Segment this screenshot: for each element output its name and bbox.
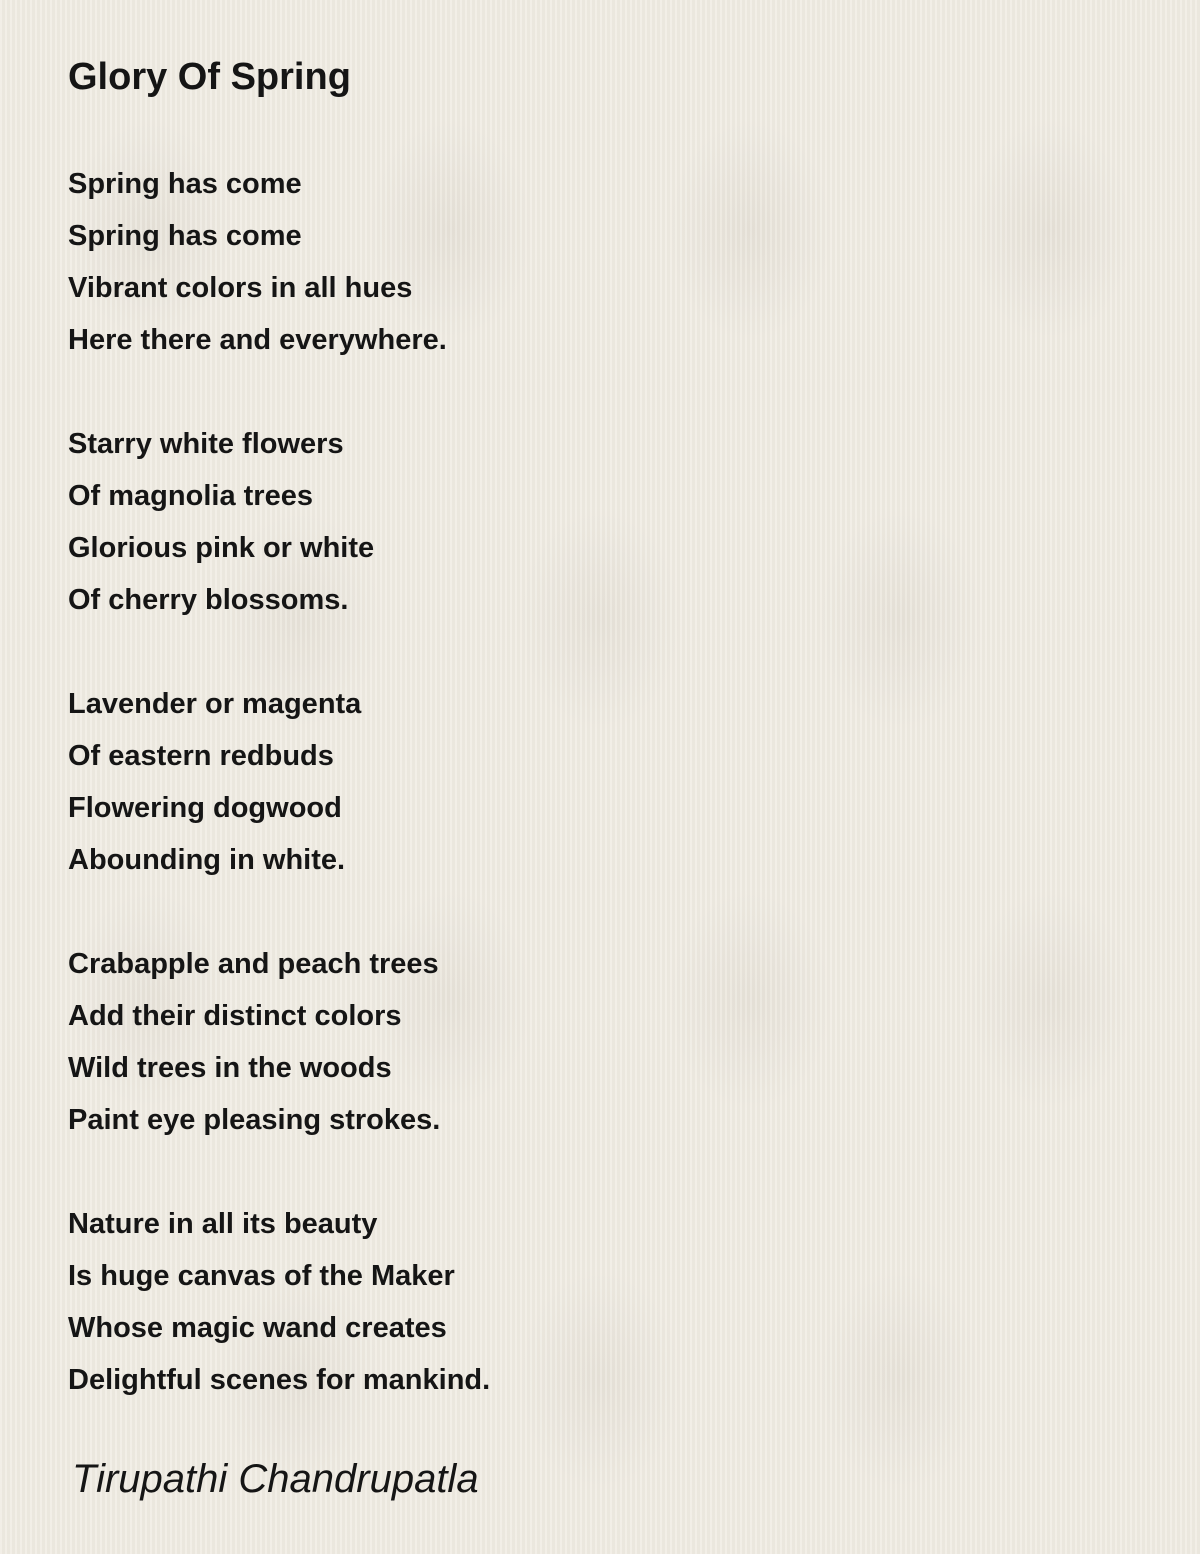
poem-title: Glory Of Spring — [68, 56, 351, 98]
poem-line: Here there and everywhere. — [68, 324, 447, 356]
stanza-5 — [68, 1198, 1128, 1406]
poem-line: Paint eye pleasing strokes. — [68, 1104, 441, 1136]
poem-line: Of eastern redbuds — [68, 740, 334, 772]
poem-line: Whose magic wand creates — [68, 1312, 447, 1344]
poem-line: Abounding in white. — [68, 844, 346, 876]
poem-line: Add their distinct colors — [68, 1000, 402, 1032]
poem-body — [68, 158, 1128, 1406]
poem-line: Starry white flowers — [68, 428, 344, 460]
stanza-2 — [68, 418, 1128, 626]
poem-line: Crabapple and peach trees — [68, 948, 439, 980]
poem-line: Wild trees in the woods — [68, 1052, 392, 1084]
poem-line: Is huge canvas of the Maker — [68, 1260, 455, 1292]
stanza-3 — [68, 678, 1128, 886]
poem-line: Glorious pink or white — [68, 532, 375, 564]
poem-line: Flowering dogwood — [68, 792, 342, 824]
stanza-4 — [68, 938, 1128, 1146]
poem-page — [68, 52, 1128, 1406]
poem-line: Of cherry blossoms. — [68, 584, 349, 616]
stanza-1 — [68, 158, 1128, 366]
poem-line: Of magnolia trees — [68, 480, 313, 512]
poem-line: Vibrant colors in all hues — [68, 272, 413, 304]
poem-line: Delightful scenes for mankind. — [68, 1364, 491, 1396]
poem-line: Nature in all its beauty — [68, 1208, 378, 1240]
poem-line: Lavender or magenta — [68, 688, 362, 720]
poem-line: Spring has come — [68, 168, 302, 200]
poem-line: Spring has come — [68, 220, 302, 252]
poem-author: Tirupathi Chandrupatla — [72, 1457, 479, 1501]
